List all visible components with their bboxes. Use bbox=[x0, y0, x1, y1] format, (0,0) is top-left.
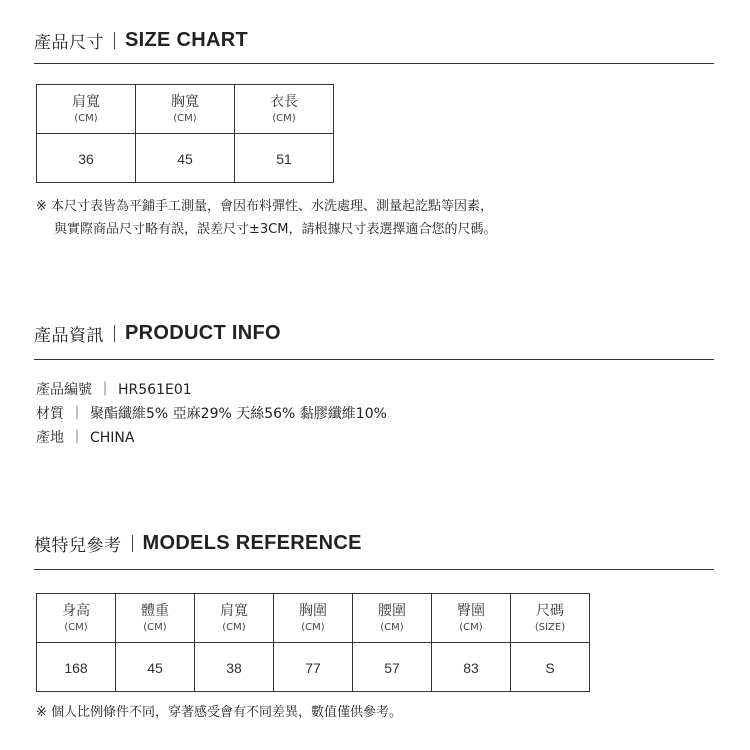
size-header-unit: (CM) bbox=[173, 112, 197, 124]
product-info-list bbox=[36, 378, 387, 450]
models-header-label: 胸圍 bbox=[299, 602, 327, 619]
models-header-label: 身高 bbox=[62, 602, 90, 619]
models-header-cell bbox=[353, 594, 432, 643]
size-value: 51 bbox=[276, 150, 292, 167]
info-separator: ｜ bbox=[70, 406, 84, 422]
models-value: 57 bbox=[384, 659, 400, 676]
models-header-cell bbox=[195, 594, 274, 643]
models-header-cell bbox=[432, 594, 511, 643]
models-reference-heading bbox=[34, 531, 714, 555]
product-code-value: HR561E01 bbox=[118, 382, 192, 398]
product-info-title-cjk: 產品資訊 bbox=[34, 325, 104, 346]
models-header-unit: (CM) bbox=[459, 621, 483, 633]
models-reference-rule bbox=[34, 569, 714, 570]
product-code-label: 產品編號 bbox=[36, 382, 92, 398]
size-chart-title-cjk: 產品尺寸 bbox=[34, 32, 104, 53]
models-value: 83 bbox=[463, 659, 479, 676]
product-info-row bbox=[36, 402, 387, 426]
product-info-title-en: PRODUCT INFO bbox=[125, 321, 281, 344]
product-info-row bbox=[36, 426, 387, 450]
info-separator: ｜ bbox=[70, 430, 84, 446]
models-header-label: 臀圍 bbox=[457, 602, 485, 619]
models-value-cell bbox=[353, 643, 432, 692]
size-chart-title-en: SIZE CHART bbox=[125, 28, 248, 51]
models-header-label: 尺碼 bbox=[536, 602, 564, 619]
size-value: 45 bbox=[177, 150, 193, 167]
models-note-text: ※ 個人比例條件不同，穿著感受會有不同差異，數值僅供參考。 bbox=[36, 705, 403, 720]
models-value-cell bbox=[37, 643, 116, 692]
size-chart-heading bbox=[34, 28, 714, 52]
models-value: 77 bbox=[305, 659, 321, 676]
models-header-unit: (CM) bbox=[64, 621, 88, 633]
models-header-label: 腰圍 bbox=[378, 602, 406, 619]
size-header-cell bbox=[235, 85, 334, 134]
product-info-heading bbox=[34, 321, 714, 345]
models-reference-title-en: MODELS REFERENCE bbox=[142, 531, 362, 554]
models-value-cell bbox=[511, 643, 590, 692]
size-header-unit: (CM) bbox=[272, 112, 296, 124]
size-header-label: 肩寬 bbox=[72, 93, 100, 110]
heading-divider bbox=[132, 535, 133, 552]
models-header-cell bbox=[511, 594, 590, 643]
models-reference-note bbox=[36, 701, 402, 724]
models-value: S bbox=[545, 659, 555, 676]
size-chart-table bbox=[36, 84, 334, 183]
heading-divider bbox=[114, 32, 115, 49]
models-value-cell bbox=[195, 643, 274, 692]
models-header-unit: (CM) bbox=[143, 621, 167, 633]
size-value-cell bbox=[37, 134, 136, 183]
size-value-cell bbox=[235, 134, 334, 183]
info-separator: ｜ bbox=[98, 382, 112, 398]
models-value-cell bbox=[274, 643, 353, 692]
models-header-label: 體重 bbox=[141, 602, 169, 619]
size-chart-rule bbox=[34, 63, 714, 64]
heading-divider bbox=[114, 325, 115, 342]
size-value-cell bbox=[136, 134, 235, 183]
models-header-row bbox=[37, 594, 590, 643]
product-info-row bbox=[36, 378, 387, 402]
models-header-unit: (SIZE) bbox=[534, 621, 566, 633]
material-value: 聚酯纖維5% 亞麻29% 天絲56% 黏膠纖維10% bbox=[90, 406, 387, 422]
origin-value: CHINA bbox=[90, 430, 135, 446]
size-header-cell bbox=[136, 85, 235, 134]
size-chart-value-row bbox=[37, 134, 334, 183]
models-value: 168 bbox=[64, 659, 88, 676]
models-value-cell bbox=[432, 643, 511, 692]
models-header-unit: (CM) bbox=[222, 621, 246, 633]
size-chart-header-row bbox=[37, 85, 334, 134]
models-header-unit: (CM) bbox=[301, 621, 325, 633]
size-header-label: 胸寬 bbox=[171, 93, 199, 110]
models-value-cell bbox=[116, 643, 195, 692]
models-header-label: 肩寬 bbox=[220, 602, 248, 619]
size-note-line-2: 與實際商品尺寸略有誤，誤差尺寸±3CM，請根據尺寸表選擇適合您的尺碼。 bbox=[54, 222, 497, 237]
models-value-row bbox=[37, 643, 590, 692]
models-header-cell bbox=[37, 594, 116, 643]
models-header-cell bbox=[274, 594, 353, 643]
models-value: 45 bbox=[147, 659, 163, 676]
material-label: 材質 bbox=[36, 406, 64, 422]
models-value: 38 bbox=[226, 659, 242, 676]
size-header-cell bbox=[37, 85, 136, 134]
models-header-cell bbox=[116, 594, 195, 643]
models-header-unit: (CM) bbox=[380, 621, 404, 633]
size-note-line-1: ※ 本尺寸表皆為平鋪手工測量，會因布料彈性、水洗處理、測量起訖點等因素， bbox=[36, 199, 494, 214]
size-header-label: 衣長 bbox=[270, 93, 298, 110]
models-reference-table bbox=[36, 593, 590, 692]
size-header-unit: (CM) bbox=[74, 112, 98, 124]
models-reference-title-cjk: 模特兒參考 bbox=[34, 535, 122, 556]
size-value: 36 bbox=[78, 150, 94, 167]
product-info-rule bbox=[34, 359, 714, 360]
origin-label: 產地 bbox=[36, 430, 64, 446]
size-chart-note bbox=[36, 195, 496, 241]
